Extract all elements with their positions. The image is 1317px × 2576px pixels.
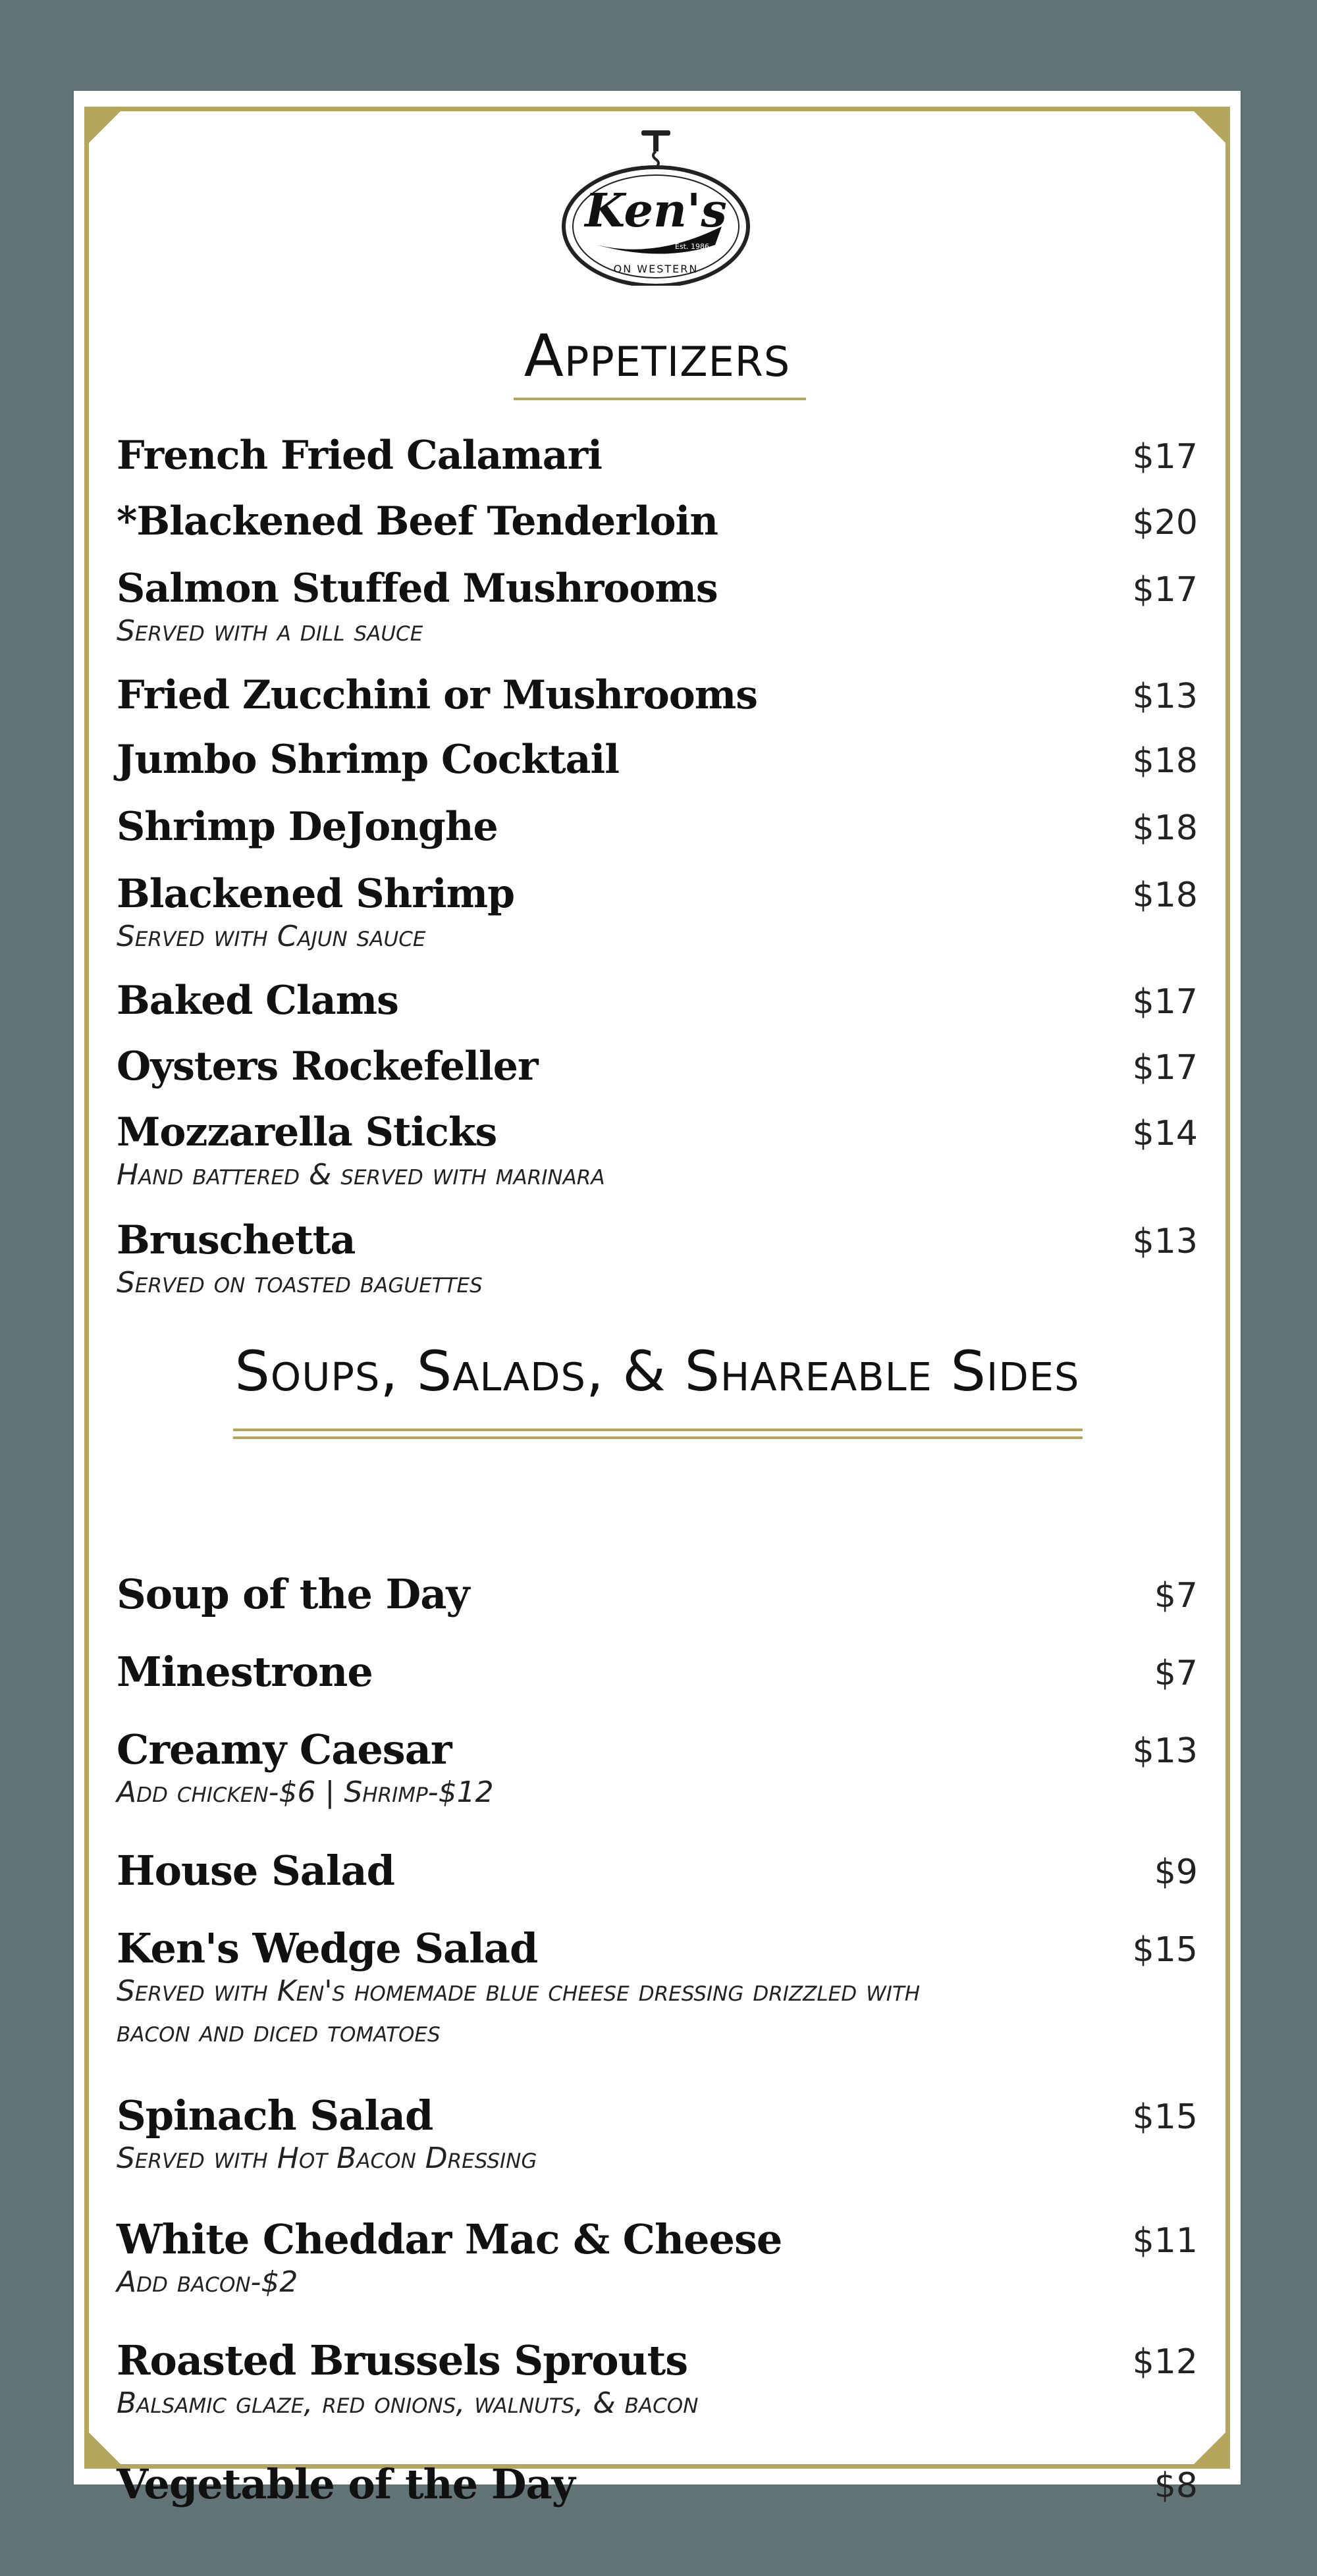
item-price: $14 <box>1132 1114 1198 1153</box>
item-price: $12 <box>1132 2342 1198 2382</box>
item-name: Shrimp DeJonghe <box>117 804 498 850</box>
item-price: $13 <box>1132 1731 1198 1771</box>
item-price: $18 <box>1132 808 1198 848</box>
menu-item <box>117 432 1198 479</box>
menu-item <box>117 565 1198 653</box>
appetizers-title-rule <box>514 398 806 400</box>
item-description: Served with a dill sauce <box>117 614 423 648</box>
logo-est: Est. 1986 <box>675 242 709 251</box>
item-name: Blackened Shrimp <box>117 871 515 917</box>
item-description: Served on toasted baguettes <box>117 1266 483 1300</box>
item-price: $18 <box>1132 876 1198 915</box>
item-price: $18 <box>1132 741 1198 781</box>
kens-logo <box>557 128 755 286</box>
item-name: Bruschetta <box>117 1217 356 1263</box>
menu-item <box>117 1925 1198 2054</box>
item-name: Roasted Brussels Sprouts <box>117 2336 688 2384</box>
menu-item <box>117 1648 1198 1696</box>
menu-item <box>117 1571 1198 1618</box>
appetizers-title: Appetizers <box>524 322 791 390</box>
soups-salads-title: Soups, Salads, & Shareable Sides <box>234 1339 1080 1404</box>
item-price: $13 <box>1132 677 1198 716</box>
item-description: Served with Hot Bacon Dressing <box>117 2142 537 2175</box>
corner-ornament-top-right <box>1189 107 1230 147</box>
item-price: $17 <box>1132 982 1198 1022</box>
item-description-continued: bacon and diced tomatoes <box>117 2015 441 2049</box>
corner-ornament-top-left <box>84 107 125 147</box>
menu-item <box>117 2216 1198 2304</box>
item-price: $11 <box>1132 2221 1198 2261</box>
item-name: Baked Clams <box>117 978 398 1024</box>
item-description: Hand battered & served with marinara <box>117 1158 605 1192</box>
menu-item <box>117 1109 1198 1197</box>
item-name: Minestrone <box>117 1648 373 1696</box>
menu-item <box>117 1043 1198 1090</box>
menu-item <box>117 977 1198 1024</box>
menu-card <box>74 91 1241 2508</box>
item-name: House Salad <box>117 1847 394 1895</box>
menu-item <box>117 1726 1198 1814</box>
item-name: Mozzarella Sticks <box>117 1109 497 1155</box>
item-price: $15 <box>1132 2097 1198 2137</box>
menu-item <box>117 803 1198 851</box>
menu-item <box>117 2337 1198 2425</box>
item-price: $9 <box>1154 1853 1198 1892</box>
item-name: Jumbo Shrimp Cocktail <box>117 737 620 783</box>
menu-item <box>117 736 1198 783</box>
item-name: Ken's Wedge Salad <box>117 1924 538 1972</box>
item-price: $7 <box>1154 1576 1198 1616</box>
item-price: $15 <box>1132 1930 1198 1970</box>
item-name: Spinach Salad <box>117 2091 433 2140</box>
logo-tagline: ON WESTERN <box>613 263 699 275</box>
item-description: Served with Cajun sauce <box>117 920 426 953</box>
menu-item <box>117 2092 1198 2180</box>
item-price: $17 <box>1132 570 1198 610</box>
item-name: Soup of the Day <box>117 1570 470 1618</box>
menu-item <box>117 1847 1198 1895</box>
item-name: *Blackened Beef Tenderloin <box>117 498 718 544</box>
item-description: Add chicken-$6 | Shrimp-$12 <box>117 1775 494 1809</box>
item-name: Salmon Stuffed Mushrooms <box>117 565 718 612</box>
item-price: $17 <box>1132 437 1198 477</box>
item-name: Fried Zucchini or Mushrooms <box>117 672 758 718</box>
soups-salads-title-rule <box>233 1429 1083 1439</box>
item-price: $20 <box>1132 503 1198 542</box>
item-price: $7 <box>1154 1654 1198 1693</box>
menu-item <box>117 671 1198 719</box>
item-description: Served with Ken's homemade blue cheese dressing drizzled with <box>117 1974 921 2008</box>
menu-item <box>117 498 1198 545</box>
menu-item <box>117 870 1198 959</box>
item-name: White Cheddar Mac & Cheese <box>117 2215 782 2263</box>
item-price: $8 <box>1154 2466 1198 2506</box>
item-name: Creamy Caesar <box>117 1725 452 1774</box>
item-price: $13 <box>1132 1222 1198 1261</box>
item-description: Balsamic glaze, red onions, walnuts, & bacon <box>117 2386 699 2420</box>
menu-item <box>117 1217 1198 1305</box>
item-description: Add bacon-$2 <box>117 2265 298 2299</box>
item-name: French Fried Calamari <box>117 433 603 479</box>
item-price: $17 <box>1132 1048 1198 1088</box>
menu-item <box>117 2461 1198 2508</box>
logo-wordmark: Ken's <box>585 183 727 238</box>
item-name: Vegetable of the Day <box>117 2460 575 2508</box>
item-name: Oysters Rockefeller <box>117 1043 538 1090</box>
